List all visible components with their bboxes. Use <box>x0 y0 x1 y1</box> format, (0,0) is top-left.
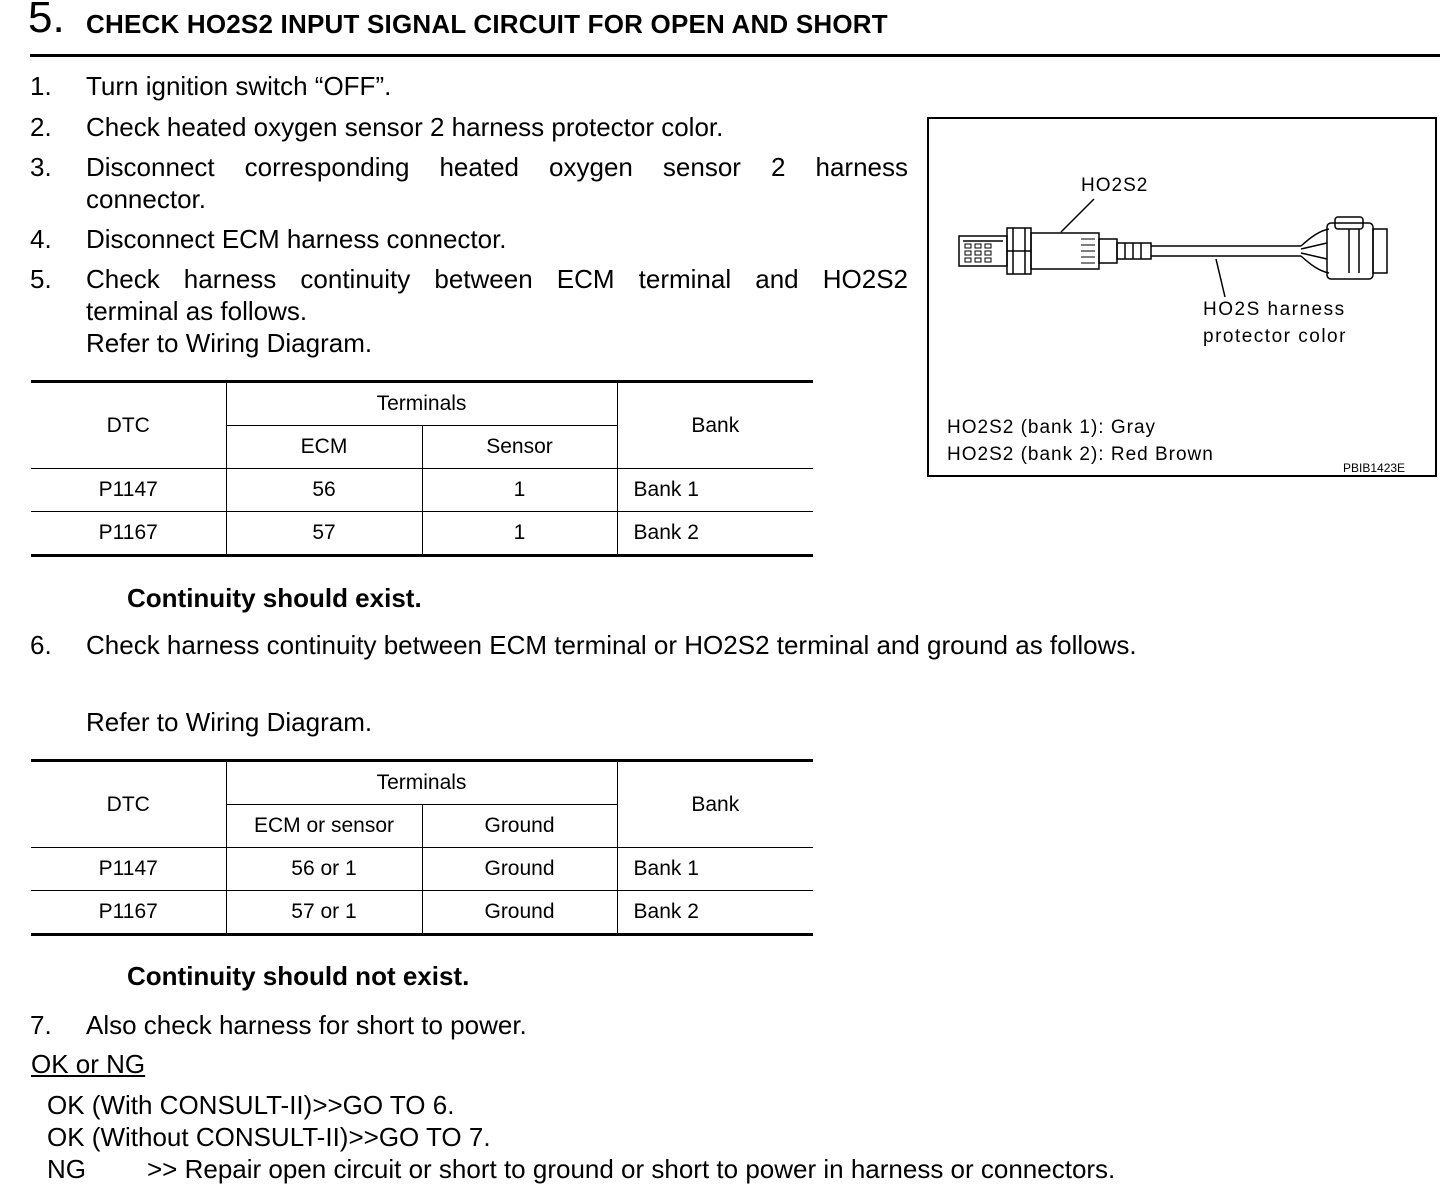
step-3-number: 3. <box>30 152 52 182</box>
header-bank: Bank <box>617 761 813 848</box>
header-rule <box>30 54 1440 57</box>
step-title: CHECK HO2S2 INPUT SIGNAL CIRCUIT FOR OPEN AND SHORT <box>86 9 888 39</box>
bank2-color: HO2S2 (bank 2): Red Brown <box>947 444 1214 465</box>
protector-label-line2: protector color <box>1203 326 1347 347</box>
result-ok-with-consult <box>47 1089 454 1121</box>
table-row <box>31 891 813 935</box>
result-tag: OK (Without CONSULT-II) <box>47 1122 349 1152</box>
cell-dtc: P1147 <box>31 469 226 512</box>
step-4 <box>30 223 910 255</box>
table-row <box>31 512 813 556</box>
result-tag: NG <box>47 1154 86 1184</box>
result-tag: OK (With CONSULT-II) <box>47 1090 313 1120</box>
header-dtc: DTC <box>31 761 226 848</box>
header-ecm-or-sensor: ECM or sensor <box>226 805 422 848</box>
protector-label-line1: HO2S harness <box>1203 299 1346 320</box>
ok-or-ng-heading: OK or NG <box>31 1049 146 1079</box>
cell-ecm-or-sensor: 57 or 1 <box>226 891 422 935</box>
figure-code: PBIB1423E <box>1343 461 1406 475</box>
header-dtc: DTC <box>31 382 226 469</box>
step-1-text: Turn ignition switch “OFF”. <box>86 71 392 101</box>
header-terminals: Terminals <box>226 382 617 426</box>
step-1-number: 1. <box>30 71 52 101</box>
step-3 <box>30 151 910 215</box>
sensor-label: HO2S2 <box>1081 175 1149 196</box>
header-sensor: Sensor <box>422 426 617 469</box>
header-ecm: ECM <box>226 426 422 469</box>
step-5-text-line3: Refer to Wiring Diagram. <box>86 328 373 358</box>
table-row <box>31 848 813 891</box>
cell-sensor: 1 <box>422 512 617 556</box>
header-ground: Ground <box>422 805 617 848</box>
cell-bank: Bank 1 <box>617 848 813 891</box>
result-ng <box>47 1153 1115 1185</box>
sensor-figure <box>927 117 1437 477</box>
header-bank: Bank <box>617 382 813 469</box>
cell-ground: Ground <box>422 891 617 935</box>
step-6-text: Check harness continuity between ECM terminal or HO2S2 terminal and ground as follows. <box>86 630 1137 660</box>
continuity-table <box>31 380 813 557</box>
step-5-text-line2: terminal as follows. <box>86 296 308 326</box>
step-7 <box>30 1009 910 1041</box>
result-action: >>GO TO 6. <box>312 1090 455 1120</box>
step-7-text: Also check harness for short to power. <box>86 1010 527 1040</box>
step-4-number: 4. <box>30 224 52 254</box>
step-number: 5. <box>28 0 65 42</box>
cell-dtc: P1167 <box>31 891 226 935</box>
cell-ecm: 56 <box>226 469 422 512</box>
result-ok-without-consult <box>47 1121 491 1153</box>
step-2-text: Check heated oxygen sensor 2 harness protector color. <box>86 112 724 142</box>
cell-bank: Bank 2 <box>617 512 813 556</box>
cell-dtc: P1167 <box>31 512 226 556</box>
cell-ecm-or-sensor: 56 or 1 <box>226 848 422 891</box>
cell-ground: Ground <box>422 848 617 891</box>
step-6 <box>30 629 1430 661</box>
step-3-text-line1: Disconnect corresponding heated oxygen sensor 2 harness <box>86 152 908 182</box>
cell-bank: Bank 1 <box>617 469 813 512</box>
cell-dtc: P1147 <box>31 848 226 891</box>
step-5-number: 5. <box>30 264 52 294</box>
step-7-number: 7. <box>30 1010 52 1040</box>
header-terminals: Terminals <box>226 761 617 805</box>
step-6-reference: Refer to Wiring Diagram. <box>86 707 373 737</box>
step-3-text-line2: connector. <box>86 184 206 214</box>
result-action: >> Repair open circuit or short to ground or short to power in harness or connectors. <box>147 1154 1116 1184</box>
step-6-number: 6. <box>30 630 52 660</box>
no-continuity-note: Continuity should not exist. <box>127 961 470 991</box>
step-1 <box>30 70 910 102</box>
cell-bank: Bank 2 <box>617 891 813 935</box>
short-to-ground-table <box>31 759 813 936</box>
step-5 <box>30 263 910 359</box>
cell-ecm: 57 <box>226 512 422 556</box>
step-5-text-line1: Check harness continuity between ECM terminal and HO2S2 <box>86 264 908 294</box>
step-4-text: Disconnect ECM harness connector. <box>86 224 507 254</box>
result-action: >>GO TO 7. <box>348 1122 491 1152</box>
continuity-note: Continuity should exist. <box>127 583 422 613</box>
table-row <box>31 469 813 512</box>
step-2-number: 2. <box>30 112 52 142</box>
bank1-color: HO2S2 (bank 1): Gray <box>947 417 1157 438</box>
step-2 <box>30 111 910 143</box>
cell-sensor: 1 <box>422 469 617 512</box>
